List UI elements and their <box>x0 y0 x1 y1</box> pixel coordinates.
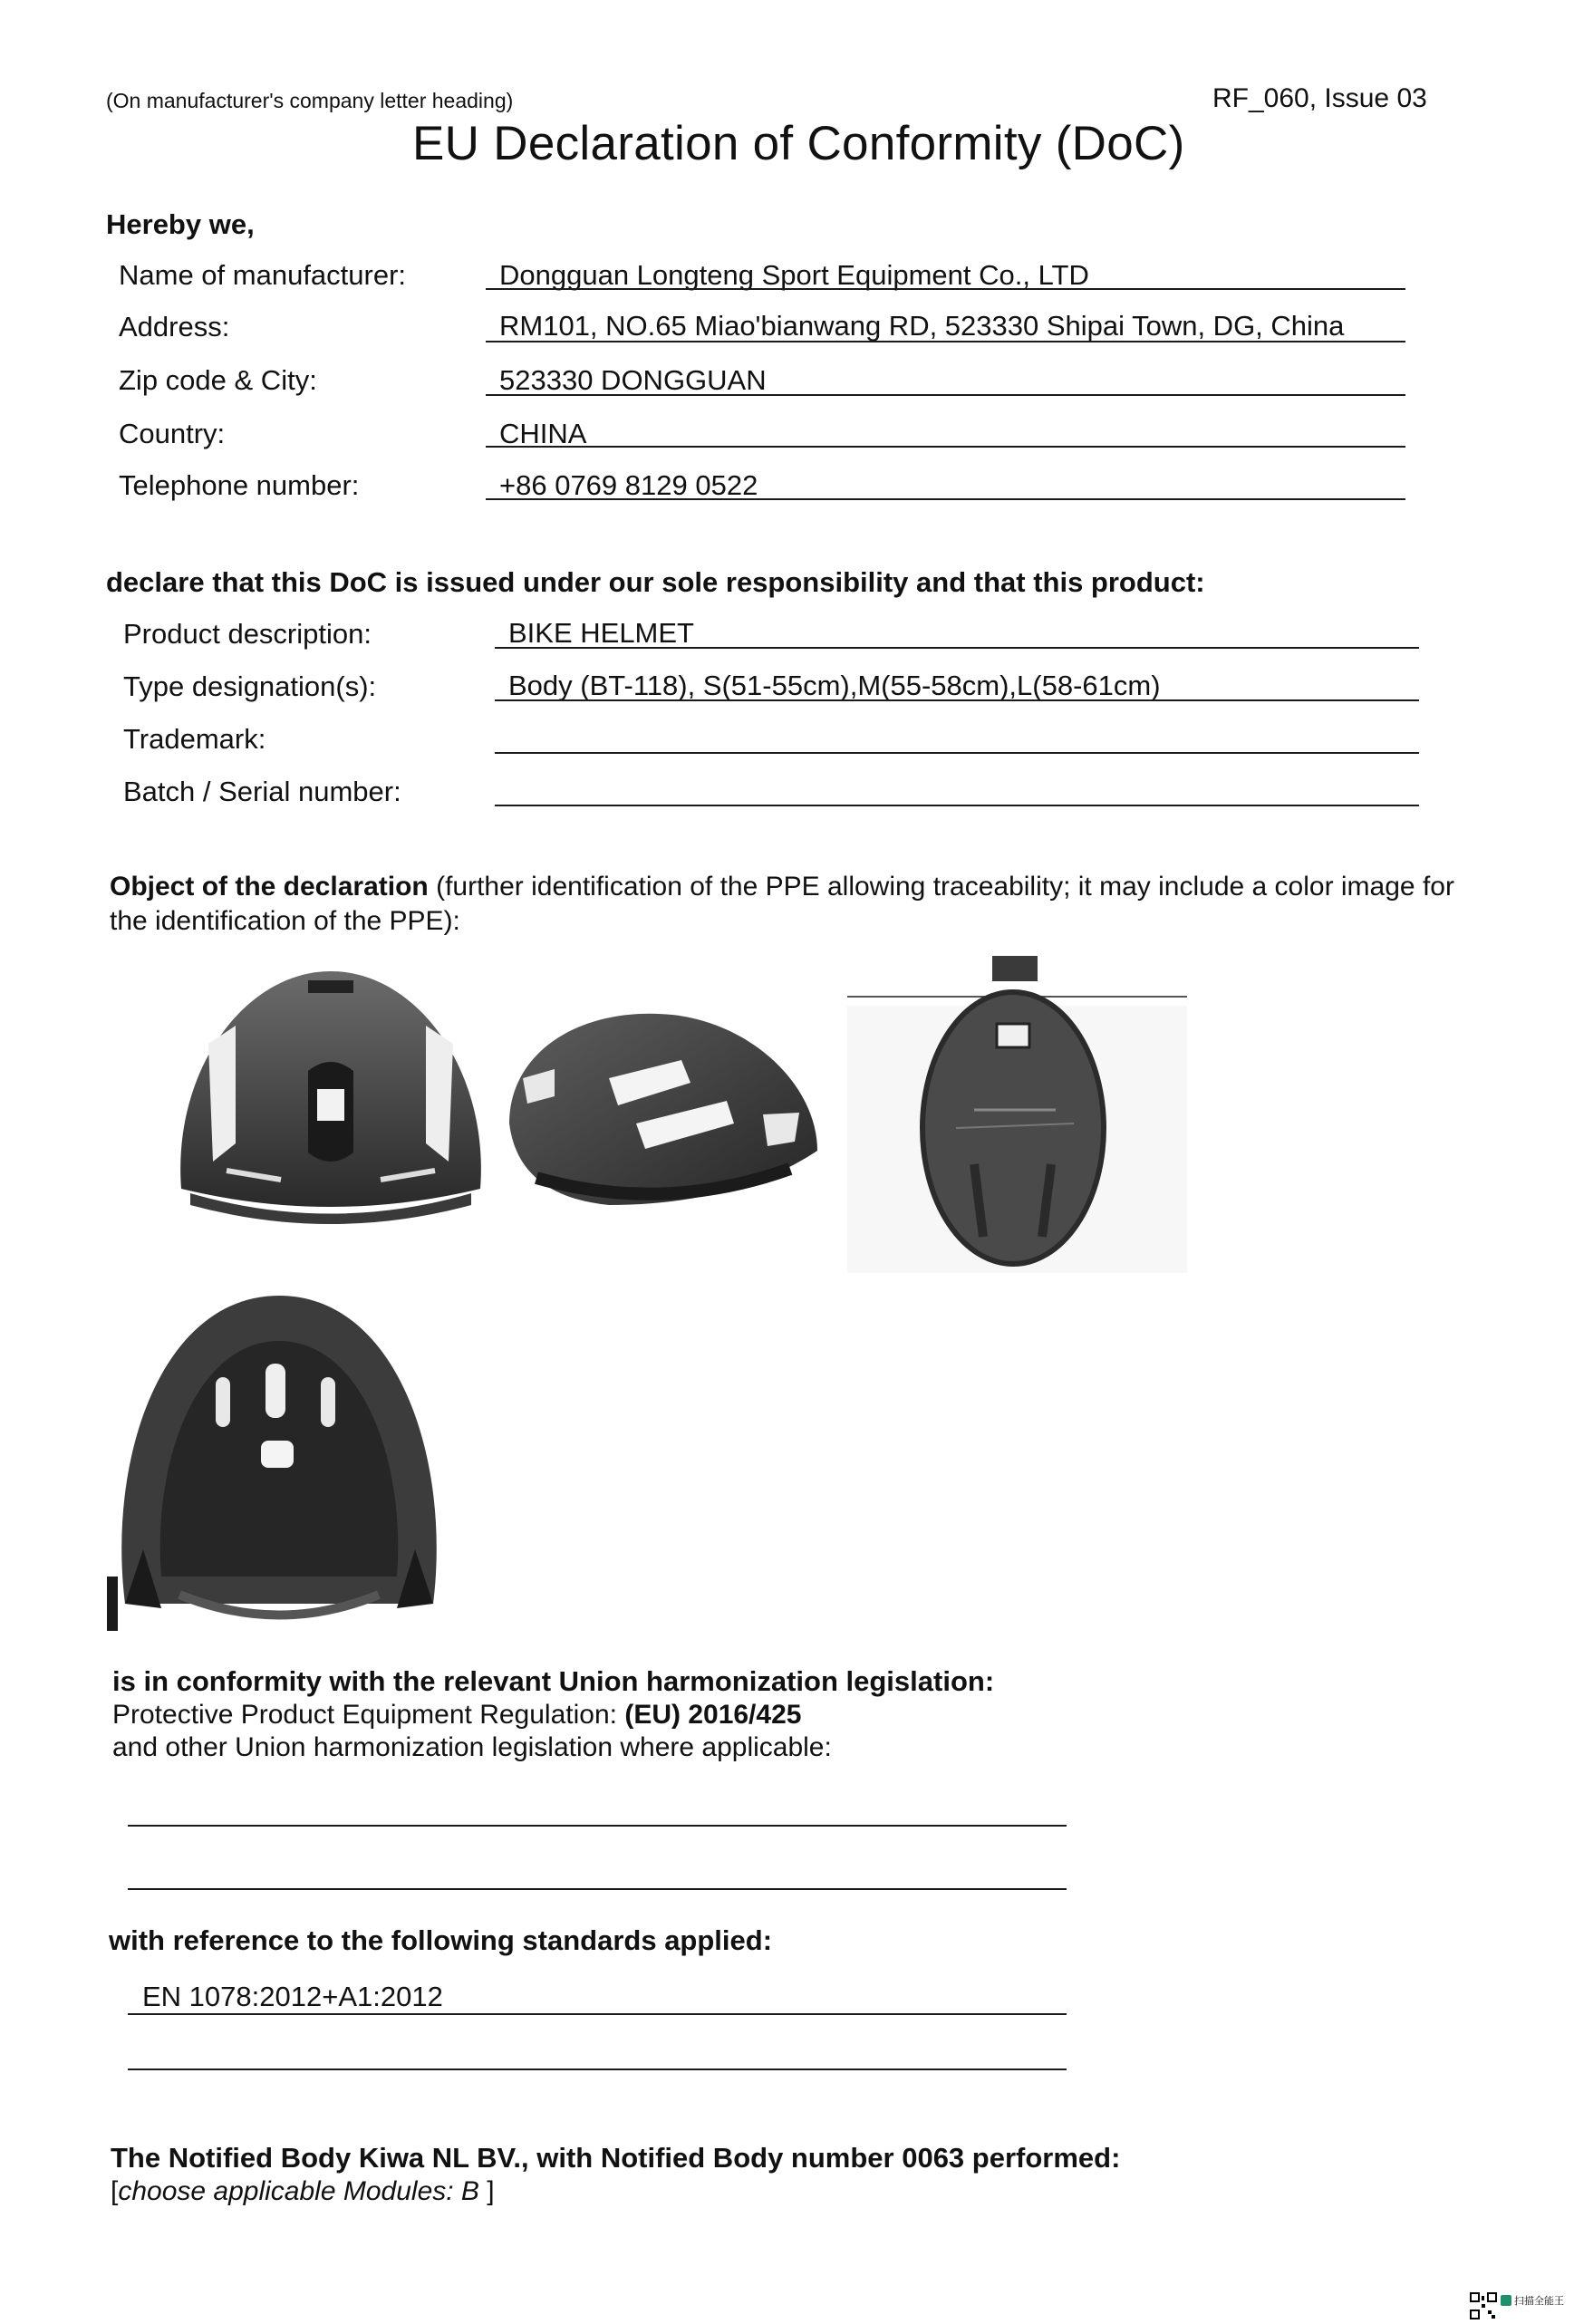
manufacturer-name-value: Dongguan Longteng Sport Equipment Co., LTD <box>499 259 1089 291</box>
modules-line <box>111 2175 495 2209</box>
declare-intro: declare that this DoC is issued under our sole responsibility and that this product: <box>106 566 1205 598</box>
standard-line-1 <box>128 2013 1067 2015</box>
legislation-blank-line-2 <box>128 1888 1067 1890</box>
zip-city-line <box>486 394 1405 396</box>
standard-line-2 <box>128 2068 1067 2070</box>
telephone-label: Telephone number: <box>119 469 360 501</box>
regulation-number: (EU) 2016/425 <box>624 1700 802 1730</box>
product-description-line <box>495 647 1419 649</box>
telephone-line <box>486 498 1405 500</box>
country-label: Country: <box>119 418 226 449</box>
country-value: CHINA <box>499 418 587 449</box>
object-declaration-heading: Object of the declaration <box>110 872 429 902</box>
address-line <box>486 341 1405 342</box>
helmet-top-photo <box>847 947 1187 1273</box>
address-value: RM101, NO.65 Miao'bianwang RD, 523330 Shipai Town, DG, China <box>499 310 1345 342</box>
letterhead-note: (On manufacturer's company letter heading) <box>106 89 514 112</box>
batch-serial-label: Batch / Serial number: <box>123 776 401 807</box>
qr-code-icon <box>1470 2292 1497 2319</box>
product-description-value: BIKE HELMET <box>508 617 694 649</box>
modules-open-bracket: [ <box>111 2176 119 2206</box>
document-reference: RF_060, Issue 03 <box>1212 83 1427 113</box>
object-declaration-text <box>110 870 1487 939</box>
standards-heading: with reference to the following standards applied: <box>109 1924 773 1956</box>
product-description-label: Product description: <box>123 618 372 650</box>
modules-text: choose applicable Modules: B <box>118 2176 479 2206</box>
manufacturer-name-label: Name of manufacturer: <box>119 259 407 291</box>
trademark-line <box>495 752 1419 754</box>
helmet-front-photo <box>172 962 489 1234</box>
regulation-line <box>112 1698 801 1732</box>
other-legislation-text: and other Union harmonization legislation where applicable: <box>112 1732 832 1762</box>
object-declaration-description: (further identification of the PPE allowing traceability; it may include a color image for the identification of the PPE): <box>110 872 1454 936</box>
zip-city-value: 523330 DONGGUAN <box>499 364 767 396</box>
helmet-side-photo <box>500 997 826 1214</box>
standard-item-1: EN 1078:2012+A1:2012 <box>142 1981 443 2012</box>
scanner-logo-icon <box>1501 2295 1511 2306</box>
type-designation-label: Type designation(s): <box>123 670 377 702</box>
trademark-label: Trademark: <box>123 723 266 755</box>
regulation-prefix: Protective Product Equipment Regulation: <box>112 1700 617 1730</box>
helmet-inside-photo <box>107 1278 451 1635</box>
modules-close-bracket: ] <box>487 2176 495 2206</box>
scanner-label: 扫描全能王 <box>1514 2296 1564 2307</box>
type-designation-line <box>495 699 1419 701</box>
hereby-intro: Hereby we, <box>106 208 255 240</box>
zip-city-label: Zip code & City: <box>119 364 317 396</box>
manufacturer-name-line <box>486 288 1405 290</box>
notified-body-heading: The Notified Body Kiwa NL BV., with Notified Body number 0063 performed: <box>111 2142 1121 2174</box>
address-label: Address: <box>119 311 230 342</box>
type-designation-value: Body (BT-118), S(51-55cm),M(55-58cm),L(58-61cm) <box>508 670 1161 701</box>
conformity-heading: is in conformity with the relevant Union harmonization legislation: <box>112 1665 995 1697</box>
legislation-blank-line-1 <box>128 1825 1067 1827</box>
page-title: EU Declaration of Conformity (DoC) <box>412 117 1185 170</box>
telephone-value: +86 0769 8129 0522 <box>499 469 758 501</box>
batch-serial-line <box>495 805 1419 806</box>
country-line <box>486 446 1405 448</box>
